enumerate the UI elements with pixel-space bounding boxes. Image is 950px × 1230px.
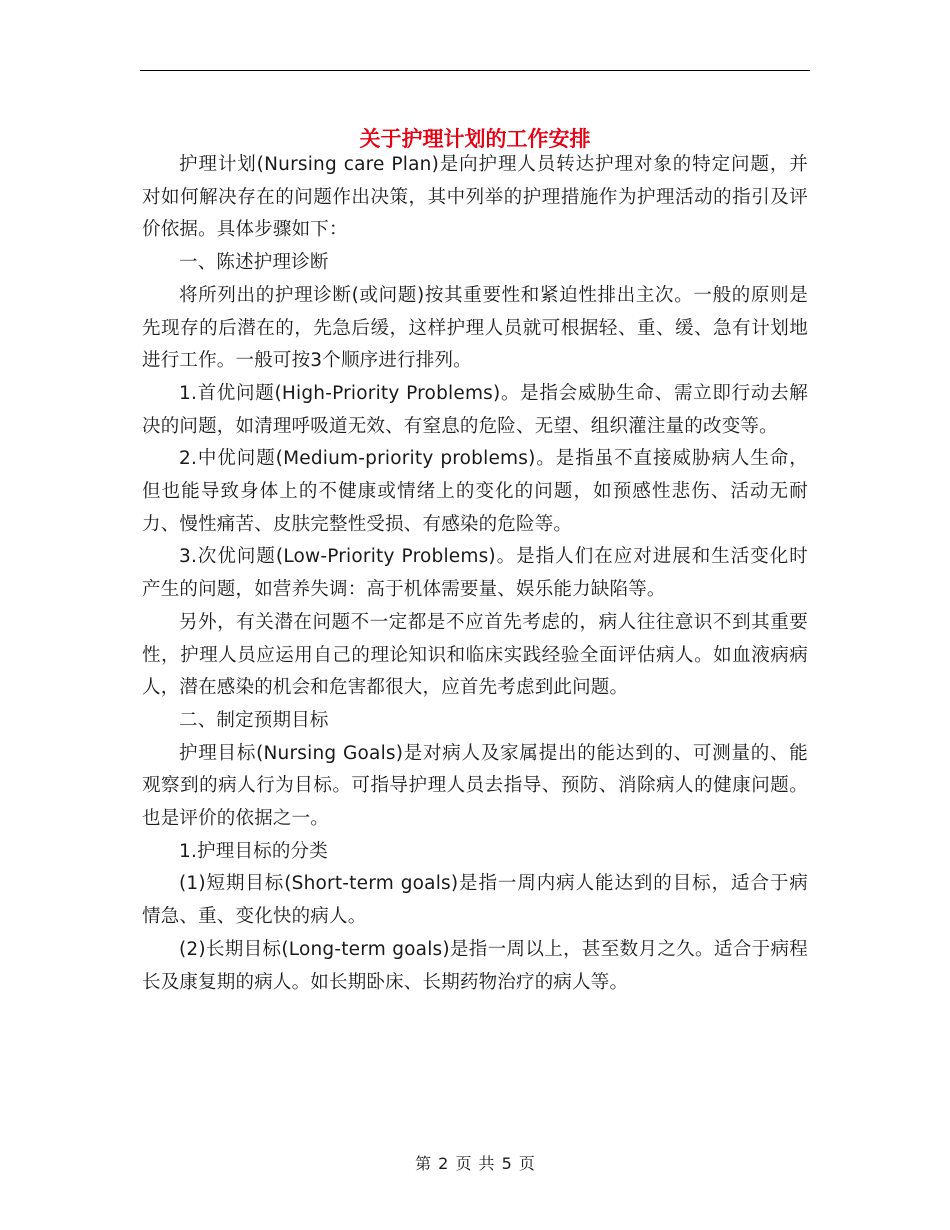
paragraph-high-priority: 1.首优问题(High-Priority Problems)。是指会威胁生命、需立即行动去解决的问题，如清理呼吸道无效、有窒息的危险、无望、组织灌注量的改变等。 xyxy=(142,382,808,437)
paragraph-long-term-goals: (2)长期目标(Long-term goals)是指一周以上，甚至数月之久。适合于病程长及康复期的病人。如长期卧床、长期药物治疗的病人等。 xyxy=(142,938,808,993)
page-footer: 第 2 页 共 5 页 xyxy=(415,1154,535,1173)
subheading-goal-types: 1.护理目标的分类 xyxy=(179,840,328,862)
paragraph-medium-priority: 2.中优问题(Medium-priority problems)。是指虽不直接威胁病人生命，但也能导致身体上的不健康或情绪上的变化的问题，如预感性悲伤、活动无耐力、慢性痛苦、皮肤完整性受损、有感染的危险等。 xyxy=(142,448,808,535)
section-heading-diagnosis: 一、陈述护理诊断 xyxy=(179,252,329,274)
paragraph-low-priority: 3.次优问题(Low-Priority Problems)。是指人们在应对进展和生活变化时产生的问题，如营养失调：高于机体需要量、娱乐能力缺陷等。 xyxy=(142,546,808,601)
paragraph-priority-order: 将所列出的护理诊断(或问题)按其重要性和紧迫性排出主次。一般的原则是先现存的后潜在的，先急后缓，这样护理人员就可根据轻、重、缓、急有计划地进行工作。一般可按3个顺序进行排列。 xyxy=(142,284,808,372)
paragraph-short-term-goals: (1)短期目标(Short-term goals)是指一周内病人能达到的目标，适合于病情急、重、变化快的病人。 xyxy=(142,873,808,928)
header-rule xyxy=(140,70,810,71)
paragraph-potential-problems: 另外，有关潜在问题不一定都是不应首先考虑的，病人往往意识不到其重要性，护理人员应运用自己的理论知识和临床实践经验全面评估病人。如血液病病人，潜在感染的机会和危害都很大，应首先考虑到此问题。 xyxy=(142,611,808,699)
paragraph-intro: 护理计划(Nursing care Plan)是向护理人员转达护理对象的特定问题，并对如何解决存在的问题作出决策，其中列举的护理措施作为护理活动的指引及评价依据。具体步骤如下： xyxy=(142,154,808,241)
section-heading-goals: 二、制定预期目标 xyxy=(179,709,329,731)
document-title: 关于护理计划的工作安排 xyxy=(359,126,591,152)
paragraph-nursing-goals: 护理目标(Nursing Goals)是对病人及家属提出的能达到的、可测量的、能观察到的病人行为目标。可指导护理人员去指导、预防、消除病人的健康问题。也是评价的依据之一。 xyxy=(142,742,808,830)
document-body xyxy=(142,149,808,999)
